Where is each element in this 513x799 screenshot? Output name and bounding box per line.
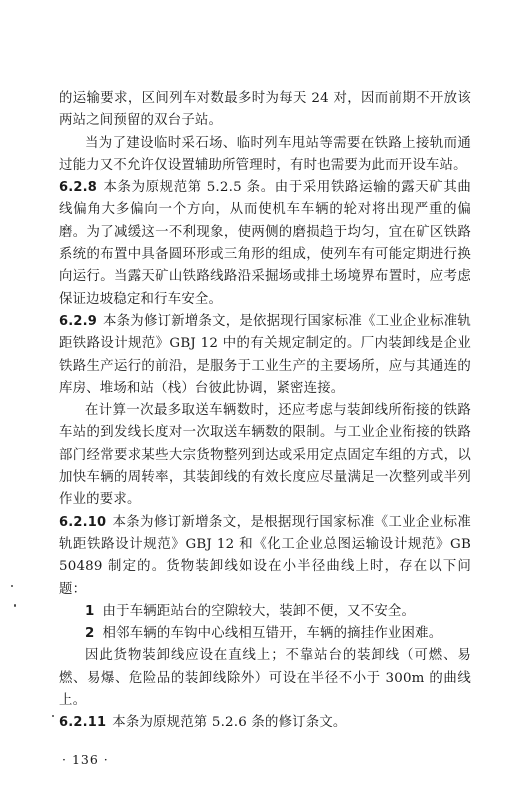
clause-number: 6.2.9 bbox=[59, 313, 98, 329]
clause-6-2-9 bbox=[59, 311, 471, 400]
list-item-text: 由于车辆距站台的空隙较大，装卸不便，又不安全。 bbox=[102, 603, 416, 619]
list-item-text: 相邻车辆的车钩中心线相互错开，车辆的摘挂作业困难。 bbox=[102, 626, 443, 642]
paragraph-construction-stations: 当为了建设临时采石场、临时列车甩站等需要在铁路上接轨而通过能力又不允许仅设置辅助所管理时，有时也需要为此而开设车站。 bbox=[59, 135, 471, 173]
clause-number: 6.2.10 bbox=[59, 514, 107, 530]
list-item-2 bbox=[59, 623, 471, 645]
page-number: · 136 · bbox=[62, 752, 109, 767]
clause-text: 本条为修订新增条文，是依据现行国家标准《工业企业标准轨距铁路设计规范》GBJ 12 中的有关规定制定的。厂内装卸线是企业铁路生产运行的前沿，是服务于工业生产的主要场所，应与其通连的库房、堆场和站（栈）台彼此协调，紧密连接。 bbox=[59, 313, 471, 396]
clause-text: 本条为原规范第 5.2.5 条。由于采用铁路运输的露天矿其曲线偏角大多偏向一个方向，从而使机车车辆的轮对将出现严重的偏磨。为了减缓这一不利现象，使两侧的磨损趋于均匀，宜在矿区铁路系统的布置中具备圆环形或三角形的组成，使列车有可能定期进行换向运行。当露天矿山铁路线路沿采掘场或排土场境界布置时，应考虑保证边坡稳定和行车安全。 bbox=[59, 180, 471, 307]
list-item-number: 2 bbox=[85, 626, 95, 642]
body-text bbox=[59, 88, 471, 735]
clause-number: 6.2.8 bbox=[59, 180, 98, 196]
clause-6-2-10 bbox=[59, 512, 471, 601]
scan-speck bbox=[52, 715, 54, 717]
scan-speck bbox=[14, 604, 16, 607]
clause-text: 本条为原规范第 5.2.6 条的修订条文。 bbox=[112, 715, 347, 731]
clause-text: 本条为修订新增条文，是根据现行国家标准《工业企业标准轨距铁路设计规范》GBJ 12 和《化工企业总图运输设计规范》GB 50489 制定的。货物装卸线如设在小半径曲线上时，存在以下问题： bbox=[59, 514, 471, 597]
list-item-1 bbox=[59, 601, 471, 623]
clause-number: 6.2.11 bbox=[59, 715, 107, 731]
paragraph-conclusion: 因此货物装卸线应设在直线上；不靠站台的装卸线（可燃、易燃、易爆、危险品的装卸线除外）可设在半径不小于 300m 的曲线上。 bbox=[59, 648, 471, 709]
clause-6-2-8 bbox=[59, 177, 471, 311]
paragraph-loading-limits: 在计算一次最多取送车辆数时，还应考虑与装卸线所衔接的铁路车站的到发线长度对一次取送车辆数的限制。与工业企业衔接的铁路部门经常要求某些大宗货物整列到达或采用定点固定车组的方式，以加快车辆的周转率，其装卸线的有效长度应尽量满足一次整列或半列作业的要求。 bbox=[59, 403, 471, 508]
paragraph-continuation: 的运输要求，区间列车对数最多时为每天 24 对，因而前期不开放该两站之间预留的双台子站。 bbox=[59, 91, 471, 129]
clause-6-2-11 bbox=[59, 712, 471, 734]
scan-speck bbox=[11, 585, 13, 587]
list-item-number: 1 bbox=[85, 603, 95, 619]
